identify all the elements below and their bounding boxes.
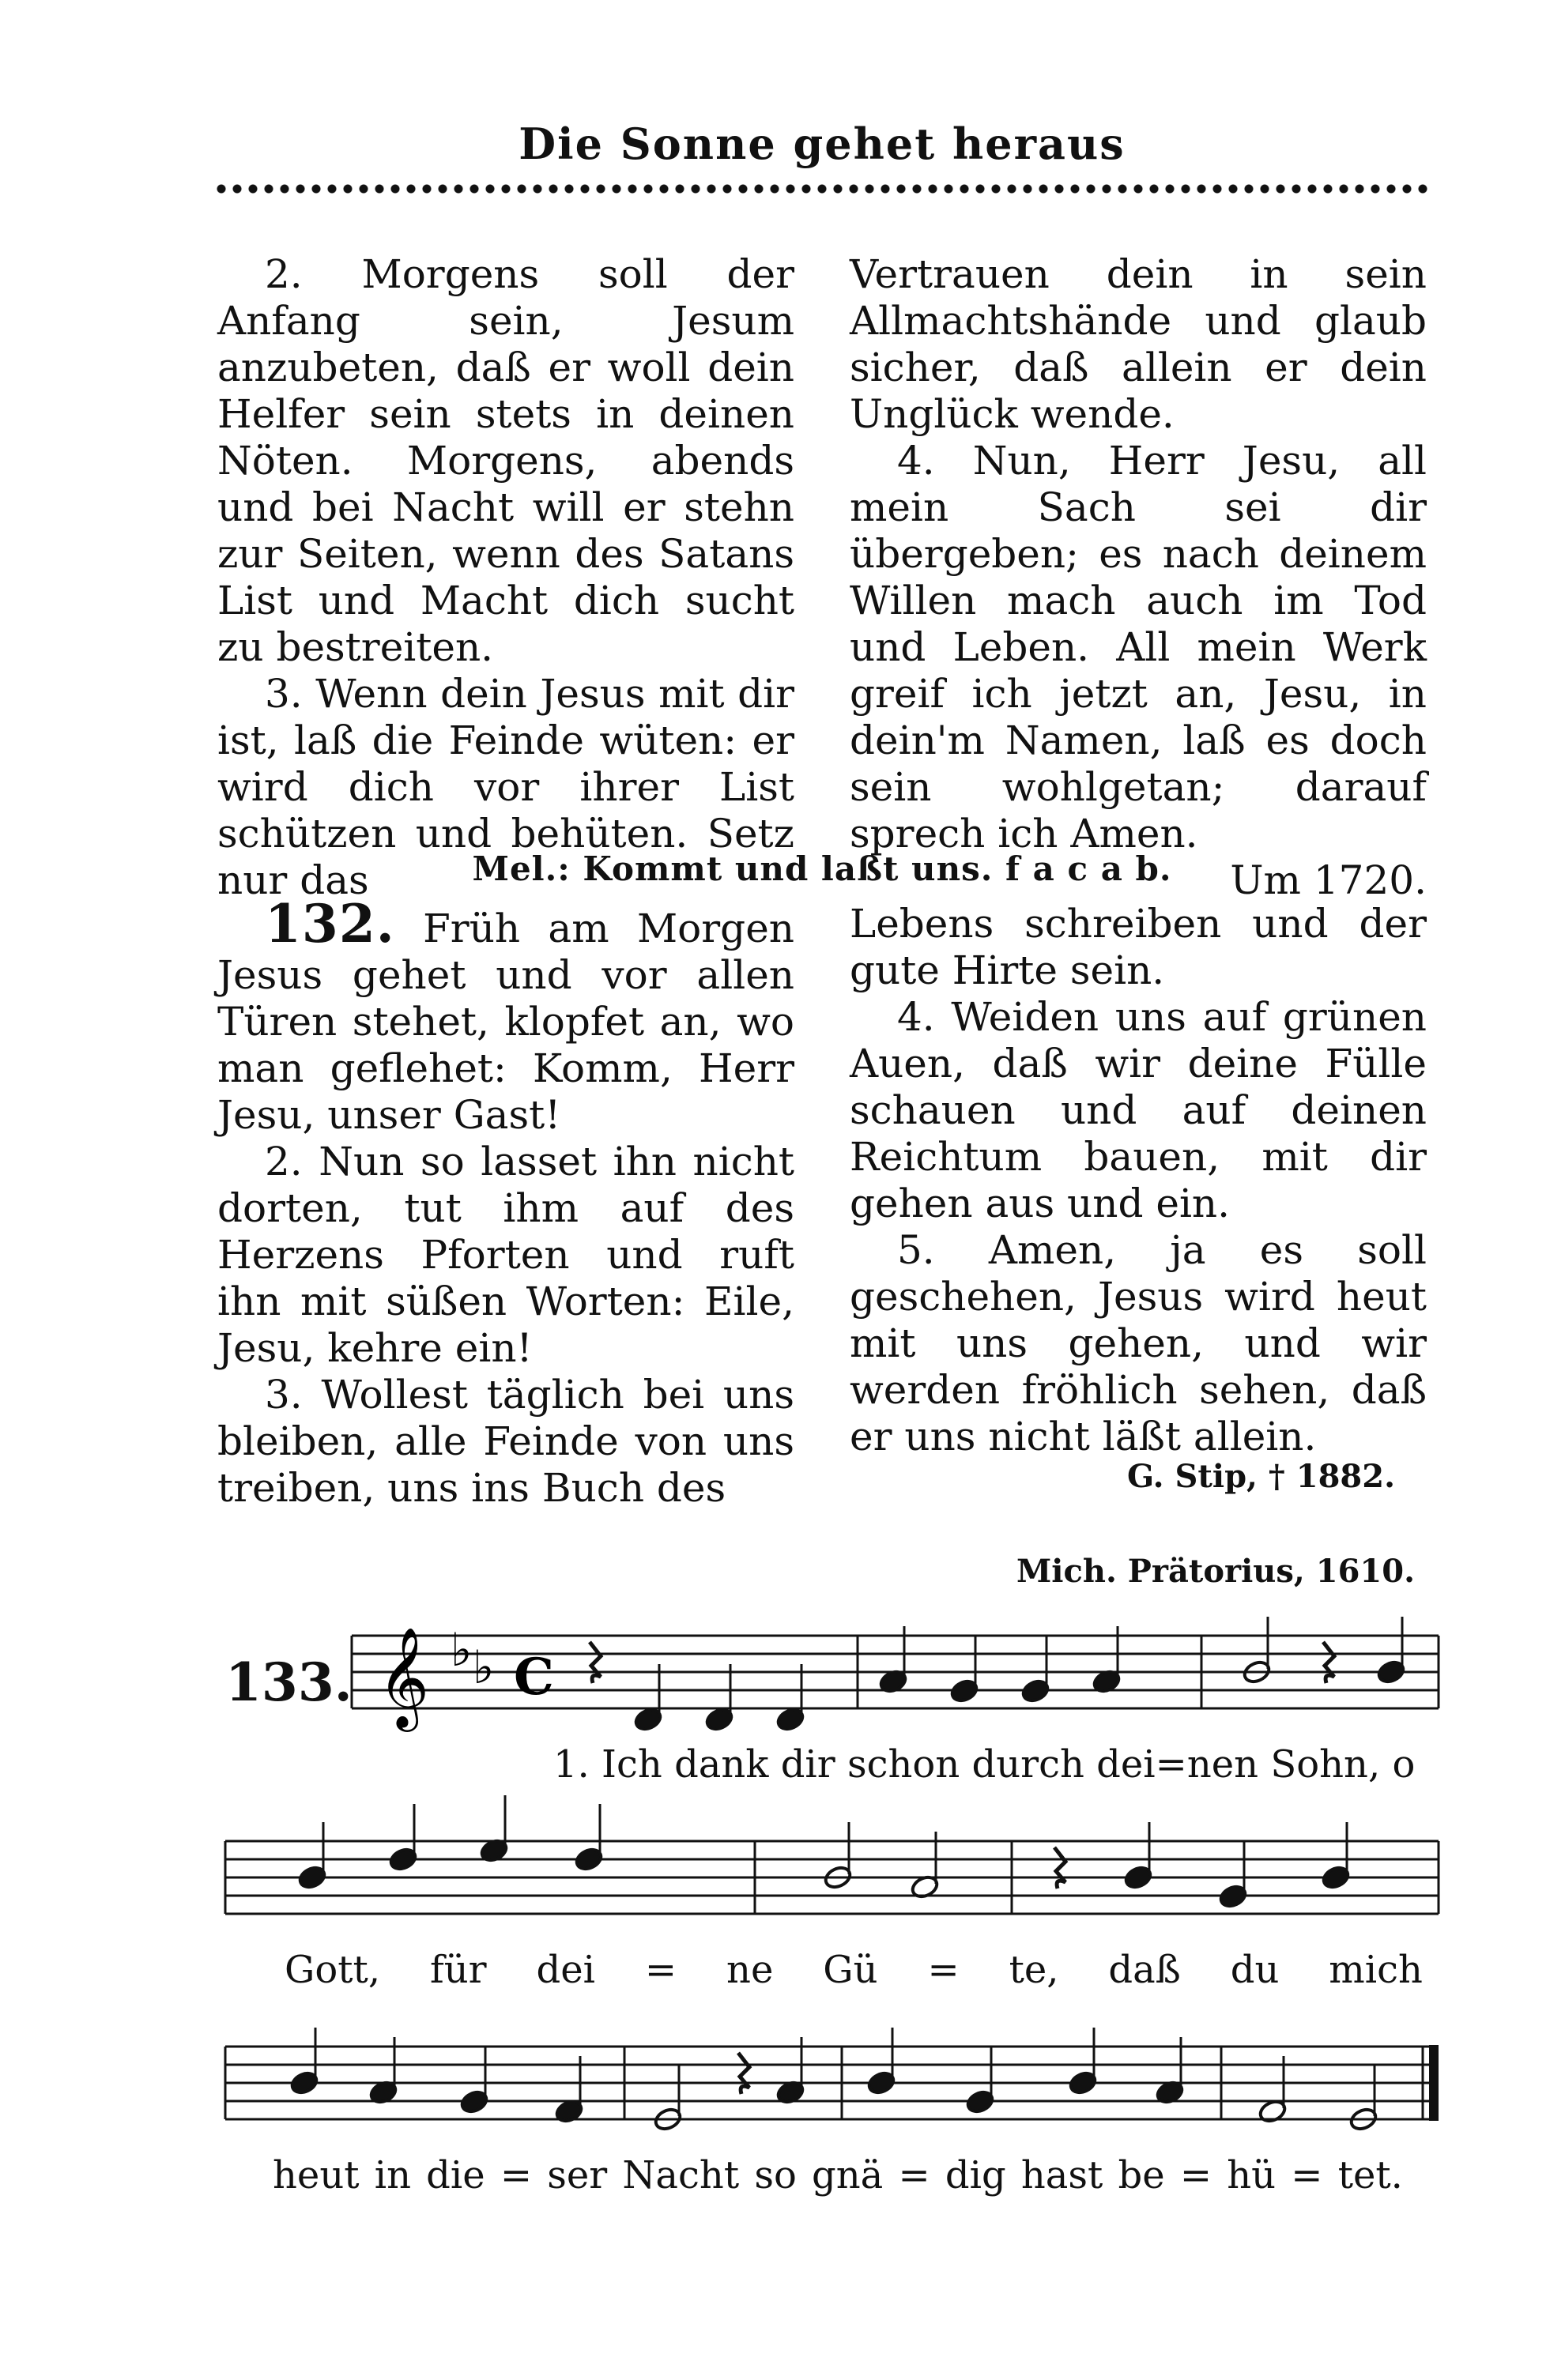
hymn-date: Um 1720. <box>1230 857 1427 903</box>
lyric-hyphen: = <box>927 1948 960 1992</box>
lyric-syllable: hü <box>1227 2153 1277 2197</box>
lyric-syllable: ne <box>726 1948 774 1992</box>
lyric-syllable: tet. <box>1337 2153 1403 2197</box>
rest-icon <box>738 2053 749 2094</box>
quarter-note-icon <box>1376 1617 1406 1685</box>
staff <box>225 1841 1439 1914</box>
quarter-note-icon <box>1123 1822 1153 1891</box>
lyric-syllable: schon <box>847 1742 960 1787</box>
stanza: 2. Nun so lasset ihn nicht dorten, tut ihm auf des Herzens Pforten und ruft ihn mit süßen Worten: Eile, Jesu, kehre ein! <box>217 1139 794 1371</box>
quarter-note-icon <box>1321 1822 1351 1891</box>
lyrics-line-1 <box>553 1742 1415 1787</box>
lyric-hyphen: = <box>1155 1742 1187 1787</box>
page-header: Die Sonne gehet heraus <box>519 119 1126 169</box>
lyric-syllable: be <box>1118 2153 1165 2197</box>
stanza: 4. Weiden uns auf grünen Auen, daß wir deine Fülle schauen und auf deinen Reichtum bauen, mit dir gehen aus und ein. <box>850 994 1427 1226</box>
hymn132-column-left <box>217 893 794 1512</box>
half-note-icon <box>1348 2064 1378 2133</box>
hymn132-column-right <box>850 901 1427 1460</box>
common-time-icon: C <box>514 1648 554 1707</box>
quarter-note-icon <box>633 1664 663 1733</box>
half-note-icon <box>910 1832 940 1900</box>
lyric-syllable: die <box>426 2153 485 2197</box>
quarter-note-icon <box>878 1626 908 1695</box>
lyric-syllable: dei <box>536 1948 595 1992</box>
composer-credit: Mich. Prätorius, 1610. <box>1016 1553 1415 1590</box>
lyric-syllable: durch <box>971 1742 1084 1787</box>
quarter-note-icon <box>1155 2037 1185 2106</box>
final-barline <box>1429 2045 1439 2121</box>
rest-icon <box>1054 1847 1065 1889</box>
stanza: 2. Morgens soll der Anfang sein, Jesum anzubeten, daß er woll dein Helfer sein stets in deinen Nöten. Morgens, abends und bei Nacht will er stehn zur Seiten, wenn des Satans List und Macht dich sucht zu bestreiten. <box>217 251 794 670</box>
quarter-note-icon <box>479 1795 509 1864</box>
lyric-syllable: te, <box>1009 1948 1059 1992</box>
lyric-syllable: dank <box>674 1742 769 1787</box>
quarter-note-icon <box>297 1822 327 1891</box>
stanza: 5. Amen, ja es soll geschehen, Jesus wird heut mit uns gehen, und wir werden fröhlich sehen, daß er uns nicht läßt allein. <box>850 1227 1427 1459</box>
dotted-rule <box>213 182 1431 196</box>
quarter-note-icon <box>368 2037 398 2106</box>
hymn-number: 132. <box>265 893 395 955</box>
hymn-author: G. Stip, † 1882. <box>1126 1458 1395 1495</box>
rest-icon <box>590 1642 601 1683</box>
lyric-hyphen: = <box>898 2153 930 2197</box>
half-note-icon <box>653 2064 683 2133</box>
staff <box>225 2045 1439 2121</box>
quarter-note-icon <box>1092 1626 1122 1695</box>
stanza: 3. Wenn dein Jesus mit dir ist, laß die Feinde wüten: er wird dich vor ihrer List schützen und behüten. Setz nur das <box>217 671 794 903</box>
lyric-syllable: heut <box>273 2153 360 2197</box>
quarter-note-icon <box>554 2056 584 2125</box>
half-note-icon <box>1242 1617 1272 1685</box>
quarter-note-icon <box>775 1664 805 1733</box>
lyric-syllable: Sohn, <box>1270 1742 1381 1787</box>
quarter-note-icon <box>1020 1636 1050 1704</box>
stanza: Früh am Morgen Jesus gehet und vor allen Türen stehet, klopfet an, wo man geflehet: Komm, Herr Jesu, unser Gast! <box>217 906 794 1138</box>
lyric-syllable: ser <box>547 2153 608 2197</box>
flat-icon: ♭ <box>451 1623 473 1677</box>
lyric-syllable: hast <box>1020 2153 1103 2197</box>
quarter-note-icon <box>1068 2028 1098 2096</box>
lyric-syllable: daß <box>1108 1948 1181 1992</box>
quarter-note-icon <box>704 1664 734 1733</box>
half-note-icon <box>1258 2056 1288 2125</box>
treble-clef-icon: 𝄞 <box>378 1626 430 1727</box>
lyric-hyphen: = <box>644 1948 677 1992</box>
quarter-note-icon <box>775 2037 805 2106</box>
staff <box>352 1623 1439 1732</box>
quarter-note-icon <box>459 2047 489 2115</box>
lyric-syllable: o <box>1392 1742 1416 1787</box>
quarter-note-icon <box>1218 1841 1248 1910</box>
lyric-syllable: dig <box>945 2153 1006 2197</box>
quarter-note-icon <box>388 1804 418 1873</box>
lyric-syllable: 1. Ich <box>553 1742 662 1787</box>
stanza: 4. Nun, Herr Jesu, all mein Sach sei dir übergeben; es nach deinem Willen mach auch im Tod und Leben. All mein Werk greif ich jetzt an, Jesu, in dein'm Namen, laß es doch sein wohlgetan; darauf sprech ich Amen. <box>850 438 1427 857</box>
flat-icon: ♭ <box>473 1640 495 1694</box>
quarter-note-icon <box>866 2028 896 2096</box>
rest-icon <box>1323 1642 1334 1683</box>
lyric-syllable: in <box>374 2153 411 2197</box>
melody-reference: Mel.: Kommt und laßt uns. f a c a b. <box>472 849 1172 888</box>
lyric-syllable: dir <box>780 1742 835 1787</box>
lyric-syllable: für <box>429 1948 487 1992</box>
lyric-syllable: nen <box>1186 1742 1259 1787</box>
lyric-hyphen: = <box>1179 2153 1212 2197</box>
notes <box>289 1617 1406 2133</box>
quarter-note-icon <box>949 1636 979 1704</box>
lyric-syllable: Gott, <box>285 1948 381 1992</box>
quarter-note-icon <box>965 2047 995 2115</box>
quarter-note-icon <box>574 1804 604 1873</box>
hymn131-column-left <box>217 251 794 904</box>
half-note-icon <box>823 1822 853 1891</box>
lyrics-line-2 <box>285 1948 1423 1992</box>
lyric-hyphen: = <box>500 2153 533 2197</box>
stanza: Lebens schreiben und der gute Hirte sein. <box>850 901 1427 993</box>
stanza: Vertrauen dein in sein Allmachtshände und glaub sicher, daß allein er dein Unglück wende. <box>850 251 1427 437</box>
lyrics-line-3 <box>273 2153 1403 2197</box>
stanza: 3. Wollest täglich bei uns bleiben, alle Feinde von uns treiben, uns ins Buch des <box>217 1372 794 1511</box>
lyric-syllable: Gü <box>823 1948 878 1992</box>
lyric-syllable: gnä <box>812 2153 884 2197</box>
lyric-syllable: so <box>754 2153 797 2197</box>
hymn-number: 133. <box>225 1651 353 1713</box>
lyric-syllable: mich <box>1329 1948 1423 1992</box>
lyric-syllable: Nacht <box>622 2153 740 2197</box>
lyric-syllable: dei <box>1096 1742 1156 1787</box>
lyric-hyphen: = <box>1291 2153 1323 2197</box>
lyric-syllable: du <box>1230 1948 1280 1992</box>
hymn131-column-right <box>850 251 1427 904</box>
quarter-note-icon <box>289 2028 319 2096</box>
